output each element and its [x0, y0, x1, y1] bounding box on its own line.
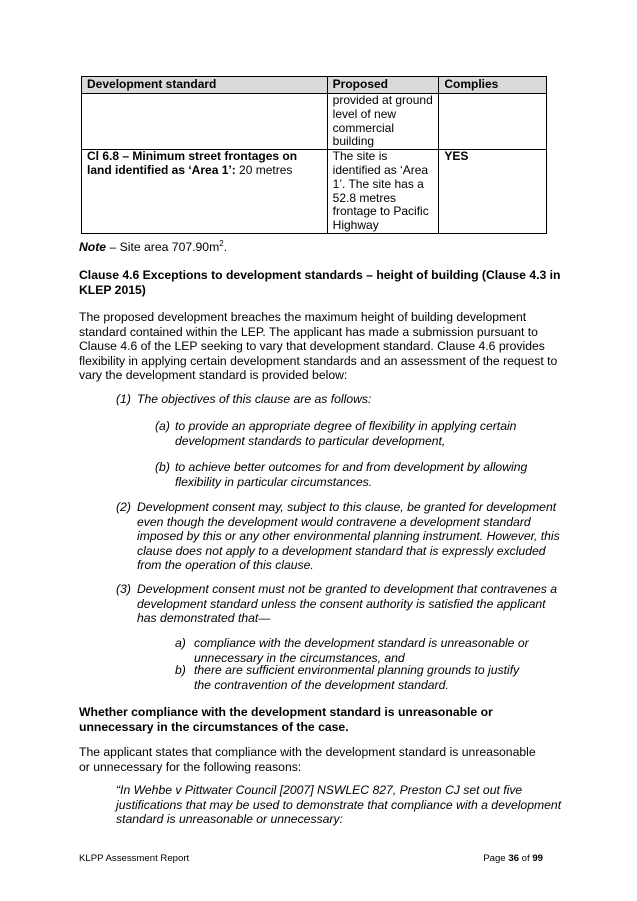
cell-standard-bold: Cl 6.8 – Minimum street frontages on land identified as ‘Area 1’:: [87, 149, 298, 177]
header-proposed: Proposed: [327, 77, 439, 94]
clause-3-text: Development consent must not be granted to development that contravenes a development standard unless the consent authority is satisfied the applicant has demonstrated that—: [137, 582, 558, 626]
clause-3b-number: b): [175, 663, 186, 677]
heading-compliance: Whether compliance with the development standard is unreasonable or unnecessary in the circumstances of the case.: [79, 705, 493, 734]
cell-standard: [82, 94, 328, 150]
footer-page-number: [483, 852, 543, 867]
clause-1-text: The objectives of this clause are as follows:: [137, 392, 372, 406]
cell-complies: [439, 94, 547, 150]
clause-3a-text: compliance with the development standard is unreasonable or unnecessary in the circumstances, and: [194, 636, 529, 665]
clause-3a-number: a): [175, 636, 186, 650]
clause-1a-number: (a): [155, 419, 170, 433]
standards-table: [81, 76, 547, 234]
clause-1-number: (1): [116, 392, 131, 406]
note-text: – Site area 707.90m: [106, 240, 220, 254]
footer-page-mid: of: [518, 853, 533, 864]
cell-complies: YES: [439, 150, 547, 234]
clause-2-text: Development consent may, subject to this clause, be granted for development even though the development would contravene a development standard imposed by this or any other environmental planning instrument. However, this clause does not apply to a development standard that is expressly excluded from the operation of this clause.: [137, 500, 560, 573]
table-header-row: [82, 77, 547, 94]
note-label: Note: [79, 240, 107, 254]
cell-proposed: provided at ground level of new commercial building: [327, 94, 439, 150]
clause-1b-text: to achieve better outcomes for and from development by allowing flexibility in particular circumstances.: [175, 460, 528, 489]
footer-report-title: KLPP Assessment Report: [79, 853, 190, 864]
note-end: .: [223, 240, 228, 254]
quote-wehbe: “In Wehbe v Pittwater Council [2007] NSWLEC 827, Preston CJ set out five justifications that may be used to demonstrate that compliance with a development standard is unreasonable or unnecessary:: [116, 783, 562, 827]
header-development-standard: Development standard: [82, 77, 328, 94]
footer-page-prefix: Page: [483, 853, 509, 864]
clause-3b-text: there are sufficient environmental planning grounds to justify the contravention of the development standard.: [194, 663, 520, 692]
clause-1a-text: to provide an appropriate degree of flexibility in applying certain development standards to particular development,: [175, 419, 517, 448]
footer-page-total: 99: [532, 853, 543, 864]
clause-3-number: (3): [116, 582, 131, 596]
cell-standard: [82, 150, 328, 234]
table-row: [82, 94, 547, 150]
note-superscript: 2: [219, 238, 224, 248]
clause-1b-number: (b): [155, 460, 170, 474]
header-complies: Complies: [439, 77, 547, 94]
paragraph-breach: The proposed development breaches the maximum height of building development standard contained within the LEP. The applicant has made a submission pursuant to Clause 4.6 of the LEP seeking to vary that development standard. Clause 4.6 provides flexibility in applying certain development standards and an assessment of the request to vary the development standard is provided below:: [79, 310, 558, 383]
footer-page-current: 36: [508, 853, 519, 864]
paragraph-applicant-states: The applicant states that compliance with the development standard is unreasonable or unnecessary for the following reasons:: [79, 745, 536, 774]
cell-proposed: The site is identified as ‘Area 1’. The site has a 52.8 metres frontage to Pacific Highway: [327, 150, 439, 234]
table-row: [82, 150, 547, 234]
site-area-note: [79, 240, 227, 255]
clause-2-number: (2): [116, 500, 131, 514]
cell-standard-rest: 20 metres: [235, 162, 293, 177]
heading-clause-4-6: Clause 4.6 Exceptions to development standards – height of building (Clause 4.3 in KLEP 2015): [79, 268, 561, 297]
